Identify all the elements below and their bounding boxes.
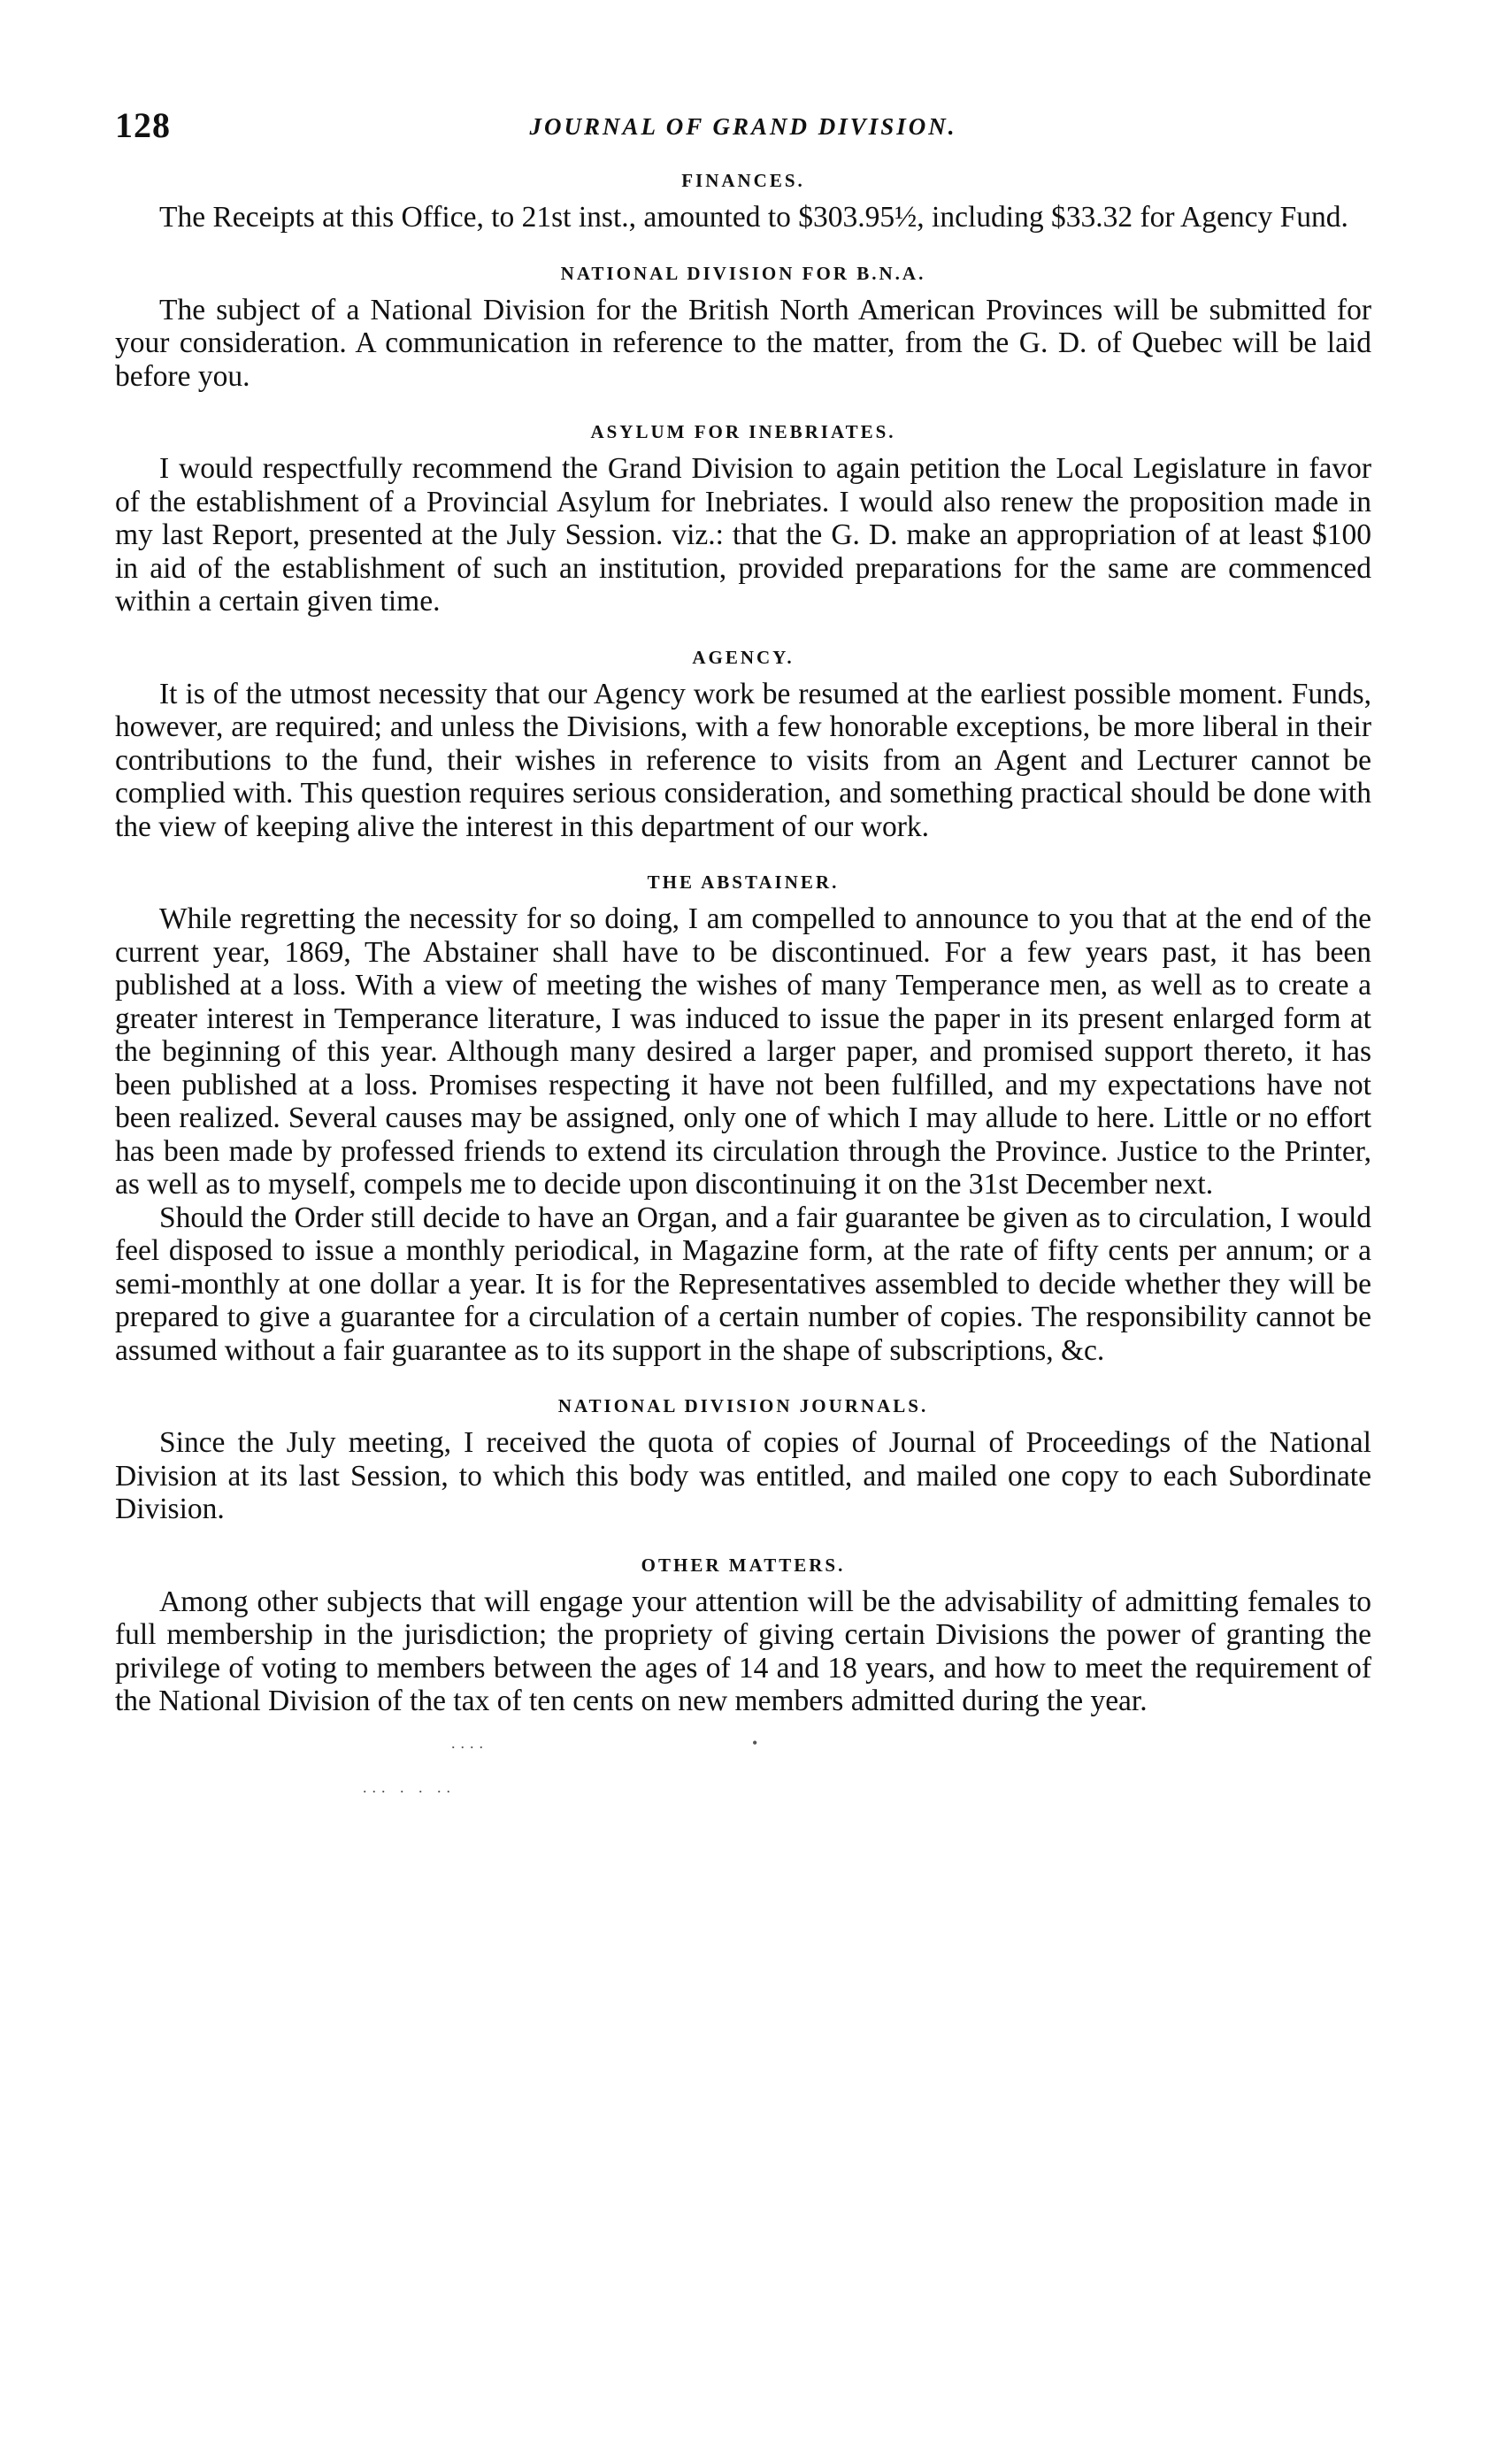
- paragraph: While regretting the necessity for so doing, I am compelled to announce to you that at the end of the current year, 1869, The Abstainer shall have to be discontinued. For a few years past, it has been published at a loss. With a view of meeting the wishes of many Temperance men, as well as to create a greater interest in Temperance literature, I was induced to issue the paper in its present enlarged form at the beginning of this year. Although many desired a larger paper, and promised support thereto, it has been published at a loss. Promises respecting it have not been fulfilled, and my expectations have not been realized. Several causes may be assigned, only one of which I may allude to here. Little or no effort has been made by professed friends to extend its circulation through the Province. Justice to the Printer, as well as to myself, compels me to decide upon discontinuing it on the 31st December next.: [115, 902, 1371, 1201]
- section-heading: NATIONAL DIVISION JOURNALS.: [557, 1395, 929, 1416]
- document-page: [115, 104, 1371, 1814]
- paragraph: The subject of a National Division for the British North American Provinces will be submitted for your consideration. A communication in reference to the matter, from the G. D. of Quebec will be laid before you.: [115, 293, 1371, 393]
- page-number: 128: [115, 105, 171, 145]
- section-heading: ASYLUM FOR INEBRIATES.: [590, 421, 896, 442]
- section-national-division: [115, 263, 1371, 394]
- section-heading: OTHER MATTERS.: [641, 1554, 846, 1576]
- print-specks: .... • ... . . ..: [363, 1733, 764, 1796]
- running-head: [115, 104, 1371, 157]
- section-asylum: [115, 421, 1371, 618]
- section-national-journals: [115, 1395, 1371, 1526]
- section-other-matters: [115, 1554, 1371, 1718]
- section-heading: FINANCES.: [681, 170, 805, 191]
- journal-title: JOURNAL OF GRAND DIVISION.: [529, 113, 957, 140]
- paragraph: The Receipts at this Office, to 21st inst., amounted to $303.95½, including $33.32 for Agency Fund.: [159, 201, 1348, 234]
- section-heading: NATIONAL DIVISION FOR B.N.A.: [560, 262, 926, 284]
- paragraph: Among other subjects that will engage your attention will be the advisability of admitting females to full membership in the jurisdiction; the propriety of giving certain Divisions the power of granting the privilege of voting to members between the ages of 14 and 18 years, and how to meet the requirement of the National Division of the tax of ten cents on new members admitted during the year.: [115, 1585, 1371, 1717]
- section-heading: THE ABSTAINER.: [647, 871, 840, 893]
- paragraph: I would respectfully recommend the Grand Division to again petition the Local Legislature in favor of the establishment of a Provincial Asylum for Inebriates. I would also renew the proposition made in my last Report, presented at the July Session. viz.: that the G. D. make an appropriation of at least $100 in aid of the establishment of such an institution, provided preparations for the same are commenced within a certain given time.: [115, 452, 1371, 618]
- section-abstainer: [115, 871, 1371, 1367]
- paragraph: It is of the utmost necessity that our Agency work be resumed at the earliest possible moment. Funds, however, are required; and unless the Divisions, with a few honorable exceptions, be more liberal in their contributions to the fund, their wishes in reference to visits from an Agent and Lecturer cannot be complied with. This question requires serious consideration, and something practical should be done with the view of keeping alive the interest in this department of our work.: [115, 677, 1371, 843]
- paragraph: Since the July meeting, I received the quota of copies of Journal of Proceedings of the National Division at its last Session, to which this body was entitled, and mailed one copy to each Subordinate Division.: [115, 1426, 1371, 1525]
- section-agency: [115, 647, 1371, 844]
- paragraph: Should the Order still decide to have an Organ, and a fair guarantee be given as to circulation, I would feel disposed to issue a monthly periodical, in Magazine form, at the rate of fifty cents per annum; or a semi-monthly at one dollar a year. It is for the Representatives assembled to decide whether they will be prepared to give a guarantee for a circulation of a certain number of copies. The responsibility cannot be assumed without a fair guarantee as to its support in the shape of subscriptions, &c.: [115, 1201, 1371, 1367]
- section-finances: [115, 170, 1371, 234]
- section-heading: AGENCY.: [692, 646, 795, 668]
